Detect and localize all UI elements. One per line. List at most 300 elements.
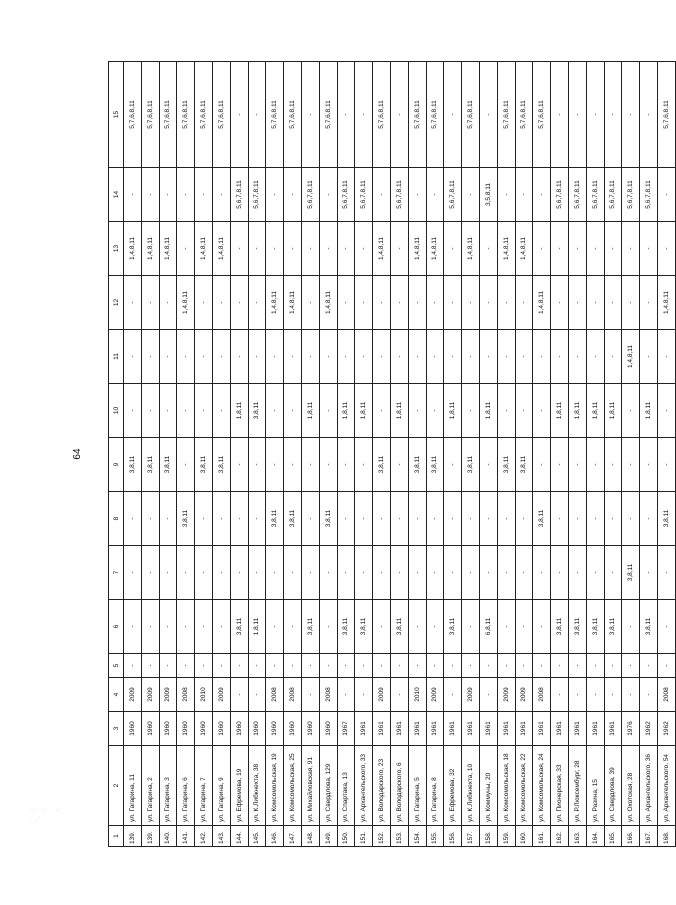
table-cell: - <box>248 492 266 546</box>
table-cell: - <box>568 492 586 546</box>
table-cell: 5,7,6,8,11 <box>462 62 480 168</box>
table-cell: - <box>284 384 302 438</box>
row-number-cell: 139. <box>124 826 142 847</box>
table-cell: - <box>533 384 551 438</box>
column-header: 9 <box>109 438 124 492</box>
table-cell: 5,7,6,8,11 <box>515 62 533 168</box>
table-cell: - <box>248 62 266 168</box>
table-cell: - <box>248 330 266 384</box>
table-cell: 1,8,11 <box>479 384 497 438</box>
table-cell: - <box>355 222 373 276</box>
table-cell: 1976 <box>622 712 640 746</box>
row-number-cell: 150. <box>337 826 355 847</box>
table-cell: - <box>515 330 533 384</box>
table-cell: - <box>551 276 569 330</box>
table-cell: - <box>515 276 533 330</box>
table-cell: - <box>444 330 462 384</box>
table-cell: 5,6,7,8,11 <box>622 168 640 222</box>
table-cell: - <box>373 600 391 654</box>
address-cell: ул. Володарского, 6 <box>390 746 408 826</box>
table-cell: - <box>284 222 302 276</box>
table-cell: - <box>141 168 159 222</box>
table-cell: - <box>124 384 142 438</box>
table-cell: - <box>497 384 515 438</box>
row-number-cell: 151. <box>355 826 373 847</box>
address-cell: ул. Гагарина, 3 <box>159 746 177 826</box>
table-cell: - <box>426 654 444 678</box>
table-cell: - <box>319 600 337 654</box>
table-cell: - <box>497 546 515 600</box>
table-cell: - <box>124 654 142 678</box>
table-cell: - <box>355 62 373 168</box>
table-cell: - <box>479 678 497 712</box>
table-cell: - <box>426 384 444 438</box>
table-cell: - <box>212 654 230 678</box>
table-row <box>408 62 426 847</box>
table-cell: - <box>337 62 355 168</box>
table-cell: - <box>390 678 408 712</box>
table-cell: 1,8,11 <box>604 384 622 438</box>
rotated-table-stage <box>108 62 670 847</box>
table-cell: 1961 <box>515 712 533 746</box>
table-cell: - <box>337 654 355 678</box>
table-cell: 2009 <box>124 678 142 712</box>
table-cell: - <box>551 678 569 712</box>
table-row <box>479 62 497 847</box>
table-cell: - <box>444 678 462 712</box>
table-cell: 1960 <box>141 712 159 746</box>
table-cell: - <box>568 546 586 600</box>
scan-noise: ·.· ·.·˙ .· · .˙ <box>30 807 62 823</box>
table-cell: - <box>337 492 355 546</box>
table-cell: - <box>124 276 142 330</box>
table-cell: - <box>604 276 622 330</box>
table-cell: - <box>497 330 515 384</box>
table-cell: - <box>337 678 355 712</box>
table-cell: - <box>319 546 337 600</box>
address-cell: ул. Комсомольская, 19 <box>266 746 284 826</box>
table-cell: - <box>301 438 319 492</box>
table-row <box>497 62 515 847</box>
table-row <box>141 62 159 847</box>
table-cell: - <box>177 438 195 492</box>
table-row <box>444 62 462 847</box>
table-cell: 3,8,11 <box>230 600 248 654</box>
table-cell: - <box>141 600 159 654</box>
table-cell: - <box>248 546 266 600</box>
table-cell: - <box>373 276 391 330</box>
table-cell: - <box>568 330 586 384</box>
column-header: 6 <box>109 600 124 654</box>
table-cell: 1960 <box>301 712 319 746</box>
table-row <box>248 62 266 847</box>
table-cell: - <box>284 330 302 384</box>
address-cell: ул. Свердлова, 39 <box>604 746 622 826</box>
table-cell: 1,4,8,11 <box>124 222 142 276</box>
table-cell: 3,8,11 <box>408 438 426 492</box>
table-cell: 3,8,11 <box>622 546 640 600</box>
table-cell: 1,4,8,11 <box>515 222 533 276</box>
table-cell: 3,8,11 <box>426 438 444 492</box>
table-row <box>390 62 408 847</box>
table-cell: - <box>533 330 551 384</box>
table-cell: 1,4,8,11 <box>497 222 515 276</box>
table-cell: - <box>141 546 159 600</box>
row-number-cell: 158. <box>479 826 497 847</box>
table-cell: - <box>195 600 213 654</box>
table-cell: - <box>230 678 248 712</box>
table-row <box>355 62 373 847</box>
table-cell: 1961 <box>390 712 408 746</box>
table-cell: - <box>390 222 408 276</box>
table-cell: 1961 <box>497 712 515 746</box>
address-cell: ул. Михайловская, 91 <box>301 746 319 826</box>
table-cell: 2009 <box>515 678 533 712</box>
table-cell: - <box>640 546 658 600</box>
table-cell: - <box>640 62 658 168</box>
table-cell: - <box>586 330 604 384</box>
table-cell: - <box>657 546 675 600</box>
table-cell: 3,8,11 <box>373 438 391 492</box>
table-cell: 1967 <box>337 712 355 746</box>
table-cell: - <box>124 330 142 384</box>
table-cell: - <box>195 330 213 384</box>
table-cell: - <box>444 276 462 330</box>
column-header: 8 <box>109 492 124 546</box>
table-cell: - <box>408 384 426 438</box>
table-cell: 1961 <box>479 712 497 746</box>
table-cell: 5,6,7,8,11 <box>248 168 266 222</box>
table-cell: - <box>515 546 533 600</box>
table-cell: - <box>657 384 675 438</box>
table-cell: - <box>568 438 586 492</box>
table-cell: - <box>319 222 337 276</box>
table-cell: 5,7,6,8,11 <box>426 62 444 168</box>
table-cell: - <box>355 546 373 600</box>
table-cell: 1,8,11 <box>551 384 569 438</box>
table-body <box>109 62 676 847</box>
address-cell: ул. Гагарина, 5 <box>408 746 426 826</box>
table-row <box>230 62 248 847</box>
table-cell: 1961 <box>408 712 426 746</box>
table-cell: - <box>568 678 586 712</box>
address-cell: ул. Комсомольская, 18 <box>497 746 515 826</box>
table-cell: - <box>604 654 622 678</box>
table-cell: - <box>301 276 319 330</box>
table-cell: - <box>230 62 248 168</box>
table-cell: - <box>355 276 373 330</box>
table-cell: - <box>604 330 622 384</box>
column-header: 15 <box>109 62 124 168</box>
table-cell: - <box>622 678 640 712</box>
table-cell: - <box>195 654 213 678</box>
table-cell: 1961 <box>444 712 462 746</box>
table-cell: 1960 <box>266 712 284 746</box>
table-cell: 1961 <box>462 712 480 746</box>
table-cell: 3,8,11 <box>266 492 284 546</box>
table-cell: - <box>533 168 551 222</box>
table-cell: 6,8,11 <box>479 600 497 654</box>
table-cell: - <box>177 168 195 222</box>
row-number-cell: 160. <box>515 826 533 847</box>
table-cell: - <box>212 330 230 384</box>
table-cell: - <box>177 384 195 438</box>
table-cell: - <box>230 654 248 678</box>
table-cell: 5,7,6,8,11 <box>497 62 515 168</box>
table-cell: - <box>426 600 444 654</box>
page-number: 64 <box>72 448 83 460</box>
table-cell: - <box>640 492 658 546</box>
table-cell: 1,4,8,11 <box>462 222 480 276</box>
table-cell: - <box>373 384 391 438</box>
table-cell: - <box>604 62 622 168</box>
table-cell: - <box>497 492 515 546</box>
table-cell: 3,8,11 <box>390 600 408 654</box>
row-number-cell: 153. <box>390 826 408 847</box>
table-cell: - <box>586 222 604 276</box>
table-cell: - <box>373 546 391 600</box>
table-cell: 3,8,11 <box>124 438 142 492</box>
address-cell: ул. Комсомольская, 25 <box>284 746 302 826</box>
column-header: 12 <box>109 276 124 330</box>
table-cell: - <box>479 654 497 678</box>
table-cell: 5,7,6,8,11 <box>533 62 551 168</box>
table-cell: - <box>266 600 284 654</box>
table-cell: - <box>444 222 462 276</box>
table-cell: 3,8,11 <box>195 438 213 492</box>
table-header-row <box>109 62 124 847</box>
table-cell: 1961 <box>373 712 391 746</box>
table-cell: - <box>479 222 497 276</box>
table-cell: - <box>177 330 195 384</box>
table-cell: 2009 <box>426 678 444 712</box>
table-cell: - <box>604 492 622 546</box>
table-cell: - <box>462 654 480 678</box>
table-cell: 1,8,11 <box>640 384 658 438</box>
address-cell: ул. Гагарина, 9 <box>212 746 230 826</box>
table-cell: - <box>497 600 515 654</box>
table-cell: 1961 <box>604 712 622 746</box>
table-cell: 5,7,6,8,11 <box>657 62 675 168</box>
table-cell: - <box>337 546 355 600</box>
table-cell: - <box>622 62 640 168</box>
table-cell: - <box>390 330 408 384</box>
table-cell: 1962 <box>657 712 675 746</box>
table-cell: - <box>497 654 515 678</box>
table-cell: - <box>586 438 604 492</box>
table-cell: 1961 <box>426 712 444 746</box>
table-cell: 5,6,7,8,11 <box>640 168 658 222</box>
address-cell: ул. К.Либкнехта, 38 <box>248 746 266 826</box>
table-cell: 3,8,11 <box>319 492 337 546</box>
table-cell: - <box>390 276 408 330</box>
column-header: 1 <box>109 826 124 847</box>
row-number-cell: 146. <box>266 826 284 847</box>
table-cell: - <box>515 492 533 546</box>
table-cell: 3,8,11 <box>248 384 266 438</box>
table-cell: - <box>301 492 319 546</box>
table-cell: - <box>551 222 569 276</box>
table-cell: 3,8,11 <box>568 600 586 654</box>
table-cell: - <box>479 492 497 546</box>
table-cell: - <box>177 654 195 678</box>
address-cell: ул. Володарского, 23 <box>373 746 391 826</box>
table-cell: - <box>640 678 658 712</box>
table-cell: 1,8,11 <box>390 384 408 438</box>
table-cell: 5,6,7,8,11 <box>568 168 586 222</box>
row-number-cell: 167. <box>640 826 658 847</box>
table-row <box>426 62 444 847</box>
table-cell: - <box>373 330 391 384</box>
row-number-cell: 140. <box>159 826 177 847</box>
table-cell: - <box>586 546 604 600</box>
table-cell: - <box>212 276 230 330</box>
table-cell: - <box>604 546 622 600</box>
table-cell: - <box>337 222 355 276</box>
row-number-cell: 142. <box>195 826 213 847</box>
table-cell: - <box>462 276 480 330</box>
table-cell: 3,8,11 <box>212 438 230 492</box>
table-cell: - <box>462 330 480 384</box>
table-cell: - <box>533 546 551 600</box>
table-cell: 1960 <box>159 712 177 746</box>
column-header: 5 <box>109 654 124 678</box>
table-cell: 1960 <box>124 712 142 746</box>
table-cell: 1,4,8,11 <box>266 276 284 330</box>
table-cell: - <box>426 168 444 222</box>
table-cell: - <box>551 330 569 384</box>
row-number-cell: 144. <box>230 826 248 847</box>
table-cell: - <box>124 492 142 546</box>
table-cell: - <box>124 600 142 654</box>
table-cell: - <box>373 654 391 678</box>
table-cell: - <box>301 546 319 600</box>
row-number-cell: 168. <box>657 826 675 847</box>
table-cell: - <box>195 492 213 546</box>
table-cell: 3,5,8,11 <box>479 168 497 222</box>
table-cell: 3,8,11 <box>586 600 604 654</box>
table-cell: - <box>319 654 337 678</box>
table-cell: - <box>212 168 230 222</box>
table-cell: - <box>462 546 480 600</box>
row-number-cell: 156. <box>444 826 462 847</box>
table-cell: - <box>284 654 302 678</box>
table-cell: - <box>462 600 480 654</box>
column-header: 11 <box>109 330 124 384</box>
table-cell: 5,6,7,8,11 <box>586 168 604 222</box>
table-cell: 3,8,11 <box>462 438 480 492</box>
table-cell: - <box>568 222 586 276</box>
row-number-cell: 164. <box>586 826 604 847</box>
table-cell: - <box>355 654 373 678</box>
table-cell: - <box>301 330 319 384</box>
table-cell: 2008 <box>284 678 302 712</box>
table-cell: 3,8,11 <box>640 600 658 654</box>
table-cell: 2009 <box>141 678 159 712</box>
table-cell: - <box>212 384 230 438</box>
table-cell: - <box>390 438 408 492</box>
table-cell: 3,8,11 <box>159 438 177 492</box>
table-cell: - <box>248 438 266 492</box>
table-cell: - <box>124 546 142 600</box>
table-cell: 1,8,11 <box>230 384 248 438</box>
table-cell: - <box>515 168 533 222</box>
table-cell: 1,4,8,11 <box>284 276 302 330</box>
table-cell: 1960 <box>319 712 337 746</box>
table-cell: - <box>195 384 213 438</box>
table-cell: - <box>337 438 355 492</box>
table-cell: - <box>551 438 569 492</box>
table-cell: - <box>337 276 355 330</box>
table-cell: 1,4,8,11 <box>159 222 177 276</box>
row-number-cell: 155. <box>426 826 444 847</box>
table-cell: - <box>657 168 675 222</box>
table-cell: - <box>657 600 675 654</box>
table-cell: - <box>248 276 266 330</box>
table-cell: 5,6,7,8,11 <box>390 168 408 222</box>
table-cell: - <box>319 330 337 384</box>
table-row <box>551 62 569 847</box>
table-cell: - <box>444 546 462 600</box>
table-cell: - <box>337 330 355 384</box>
table-cell: - <box>266 438 284 492</box>
table-cell: - <box>604 438 622 492</box>
table-cell: - <box>159 546 177 600</box>
table-cell: 5,7,6,8,11 <box>373 62 391 168</box>
table-cell: - <box>444 654 462 678</box>
table-cell: 5,7,6,8,11 <box>319 62 337 168</box>
row-number-cell: 154. <box>408 826 426 847</box>
table-cell: - <box>551 62 569 168</box>
table-cell: - <box>497 168 515 222</box>
table-row <box>604 62 622 847</box>
table-cell: 1961 <box>533 712 551 746</box>
table-row <box>515 62 533 847</box>
table-cell: - <box>141 330 159 384</box>
table-cell: - <box>551 492 569 546</box>
table-cell: - <box>390 654 408 678</box>
address-cell: ул. Архангельского, 33 <box>355 746 373 826</box>
table-cell: - <box>657 222 675 276</box>
table-cell: 2009 <box>212 678 230 712</box>
table-cell: - <box>159 384 177 438</box>
table-cell: 2008 <box>657 678 675 712</box>
table-cell: 5,6,7,8,11 <box>604 168 622 222</box>
table-cell: 5,7,6,8,11 <box>141 62 159 168</box>
table-cell: - <box>301 222 319 276</box>
table-cell: - <box>586 492 604 546</box>
table-cell: - <box>408 168 426 222</box>
row-number-cell: 165. <box>604 826 622 847</box>
table-cell: 1960 <box>212 712 230 746</box>
table-cell: - <box>604 222 622 276</box>
row-number-cell: 161. <box>533 826 551 847</box>
row-number-cell: 143. <box>212 826 230 847</box>
table-cell: - <box>640 330 658 384</box>
row-number-cell: 148. <box>301 826 319 847</box>
row-number-cell: 159. <box>497 826 515 847</box>
table-cell: - <box>355 330 373 384</box>
row-number-cell: 162. <box>551 826 569 847</box>
table-cell: 5,7,6,8,11 <box>177 62 195 168</box>
table-cell: 5,6,7,8,11 <box>444 168 462 222</box>
table-cell: - <box>177 222 195 276</box>
column-header: 14 <box>109 168 124 222</box>
table-cell: - <box>266 384 284 438</box>
address-cell: ул. Спартака, 13 <box>337 746 355 826</box>
table-cell: - <box>230 546 248 600</box>
table-row <box>640 62 658 847</box>
